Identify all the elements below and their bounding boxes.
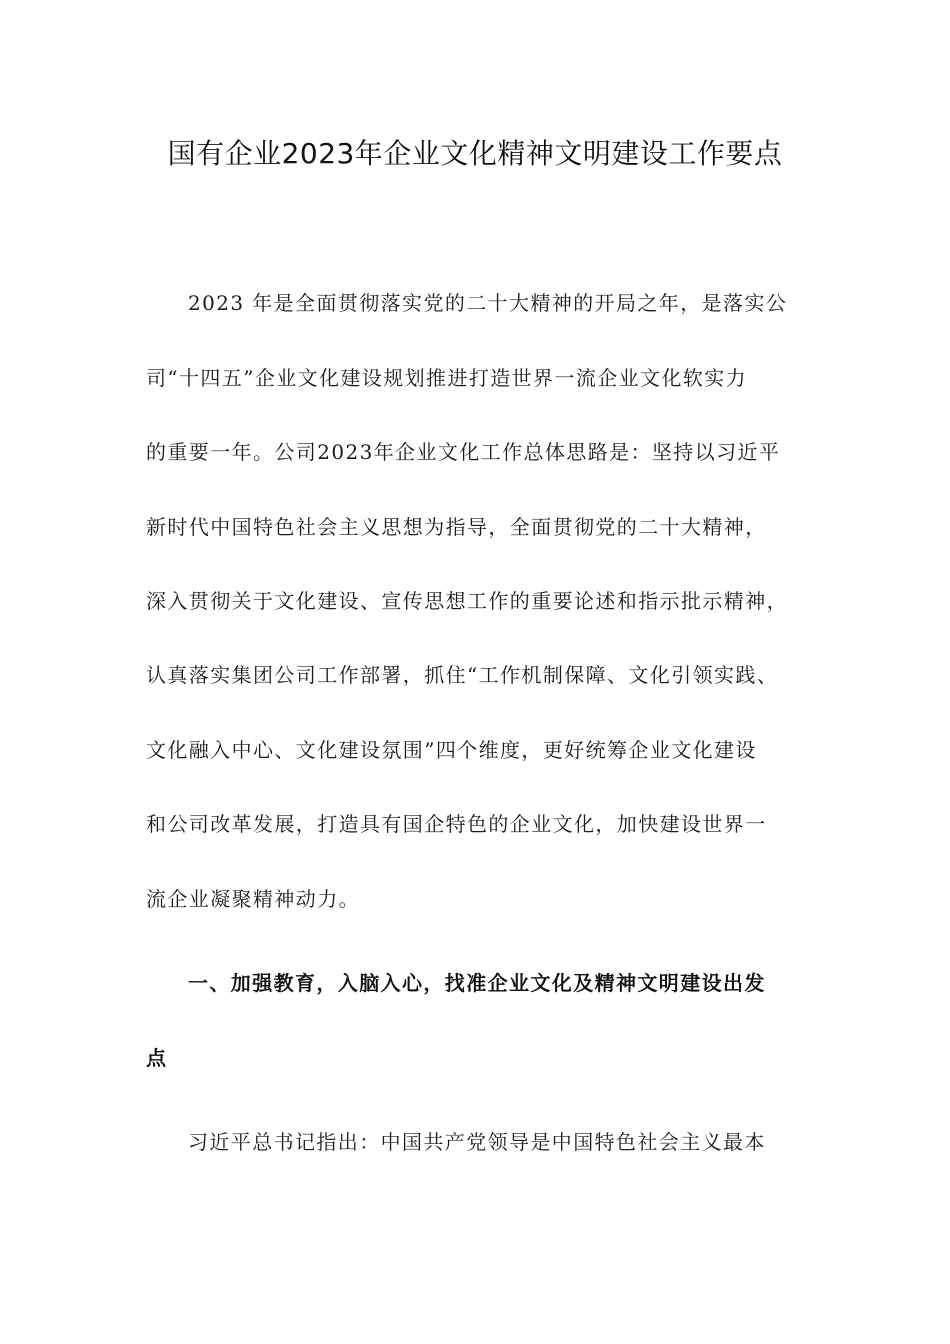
- intro-line: 和公司改革发展，打造具有国企特色的企业文化，加快建设世界一: [146, 812, 767, 836]
- intro-line: 新时代中国特色社会主义思想为指导，全面贯彻党的二十大精神，: [146, 515, 767, 539]
- intro-line: 的重要一年。公司2023年企业文化工作总体思路是：坚持以习近平: [146, 440, 781, 464]
- intro-line: 2023 年是全面贯彻落实党的二十大精神的开局之年，是落实公: [188, 291, 788, 315]
- intro-line: 深入贯彻关于文化建设、宣传思想工作的重要论述和指示批示精神，: [146, 589, 788, 613]
- intro-line: 文化融入中心、文化建设氛围”四个维度，更好统筹企业文化建设: [146, 738, 757, 762]
- intro-line: 流企业凝聚精神动力。: [146, 887, 360, 911]
- section-heading: 一、加强教育，入脑入心，找准企业文化及精神文明建设出发: [188, 971, 766, 995]
- section-body-line: 习近平总书记指出：中国共产党领导是中国特色社会主义最本: [188, 1130, 766, 1154]
- intro-line: 司“十四五”企业文化建设规划推进打造世界一流企业文化软实力: [146, 366, 748, 390]
- section-heading: 点: [146, 1046, 168, 1070]
- intro-line: 认真落实集团公司工作部署，抓住“工作机制保障、文化引领实践、: [146, 663, 779, 687]
- document-title: 国有企业2023年企业文化精神文明建设工作要点: [167, 137, 783, 170]
